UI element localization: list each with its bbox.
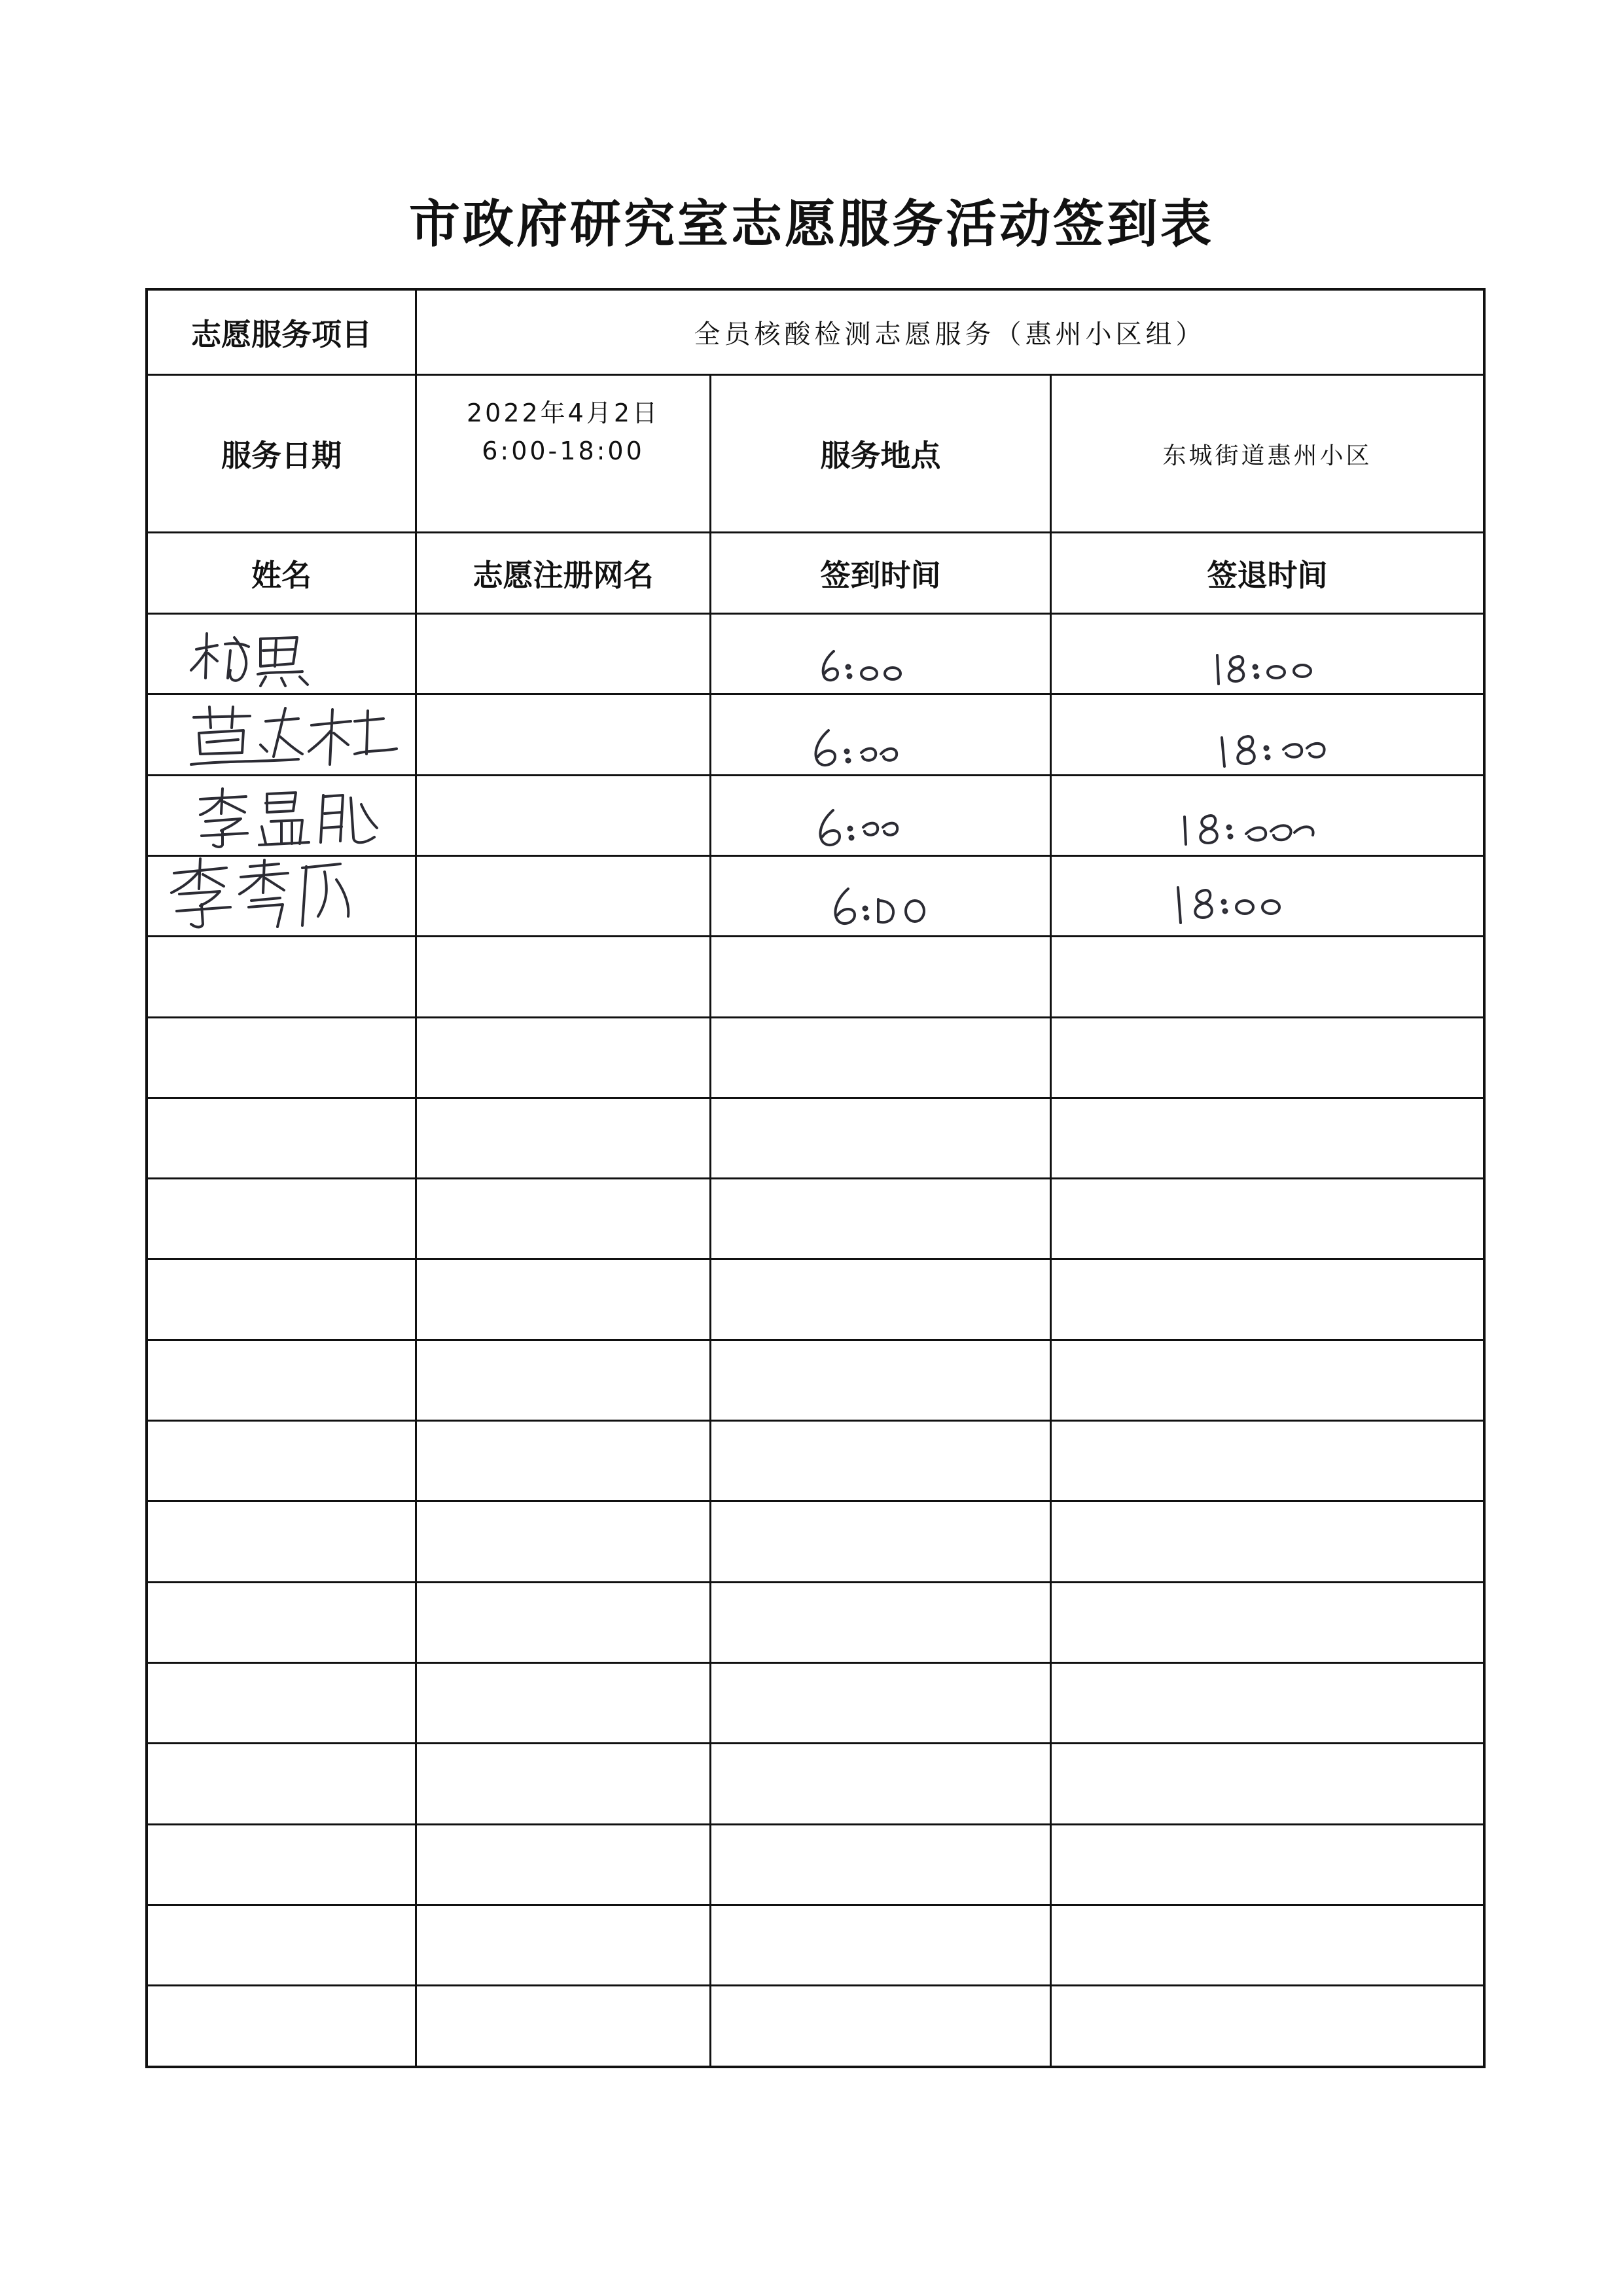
signature-row-2-sign-out bbox=[1211, 726, 1349, 769]
signature-row-1-sign-in bbox=[815, 647, 920, 687]
row-divider bbox=[148, 693, 1483, 695]
row-divider bbox=[148, 1339, 1483, 1341]
signature-row-1-name bbox=[187, 624, 357, 690]
signature-row-4-name bbox=[168, 853, 364, 932]
signature-row-4-sign-in bbox=[829, 886, 946, 928]
signature-row-4-sign-out bbox=[1169, 880, 1313, 925]
page-title: 市政府研究室志愿服务活动签到表 bbox=[408, 194, 1214, 254]
row-divider bbox=[148, 1662, 1483, 1664]
column-header-username: 志愿注册网名 bbox=[473, 557, 654, 593]
signin-table bbox=[145, 288, 1486, 2068]
signature-row-1-sign-out bbox=[1208, 647, 1339, 687]
service-date-hours: 6:00-18:00 bbox=[482, 437, 645, 465]
row-divider bbox=[148, 1984, 1483, 1986]
signature-row-3-sign-out bbox=[1175, 808, 1332, 850]
row-divider bbox=[148, 935, 1483, 937]
row-divider bbox=[148, 1904, 1483, 1906]
row-divider bbox=[148, 1500, 1483, 1502]
location-label: 服务地点 bbox=[820, 438, 941, 473]
row-divider bbox=[148, 1742, 1483, 1744]
signature-row-2-name bbox=[187, 702, 403, 774]
project-label: 志愿服务项目 bbox=[191, 316, 372, 352]
row-divider bbox=[148, 774, 1483, 776]
column-header-name: 姓名 bbox=[251, 557, 312, 593]
signature-row-3-sign-in bbox=[812, 808, 923, 850]
row-divider bbox=[148, 1016, 1483, 1018]
row-divider bbox=[148, 1258, 1483, 1260]
signature-row-2-sign-in bbox=[809, 728, 933, 771]
row-divider bbox=[148, 1177, 1483, 1179]
row-divider bbox=[148, 1823, 1483, 1825]
project-value: 全员核酸检测志愿服务（惠州小区组） bbox=[694, 319, 1206, 350]
row-divider bbox=[148, 1581, 1483, 1583]
location-value: 东城街道惠州小区 bbox=[1162, 442, 1372, 469]
column-header-sign-out: 签退时间 bbox=[1207, 557, 1328, 593]
row-divider bbox=[148, 1420, 1483, 1422]
service-date-day: 2022年4月2日 bbox=[466, 399, 660, 427]
row-divider bbox=[148, 1097, 1483, 1099]
column-header-sign-in: 签到时间 bbox=[820, 557, 941, 593]
date-label: 服务日期 bbox=[221, 438, 342, 473]
service-date bbox=[417, 376, 709, 531]
signature-row-3-name bbox=[194, 785, 390, 850]
